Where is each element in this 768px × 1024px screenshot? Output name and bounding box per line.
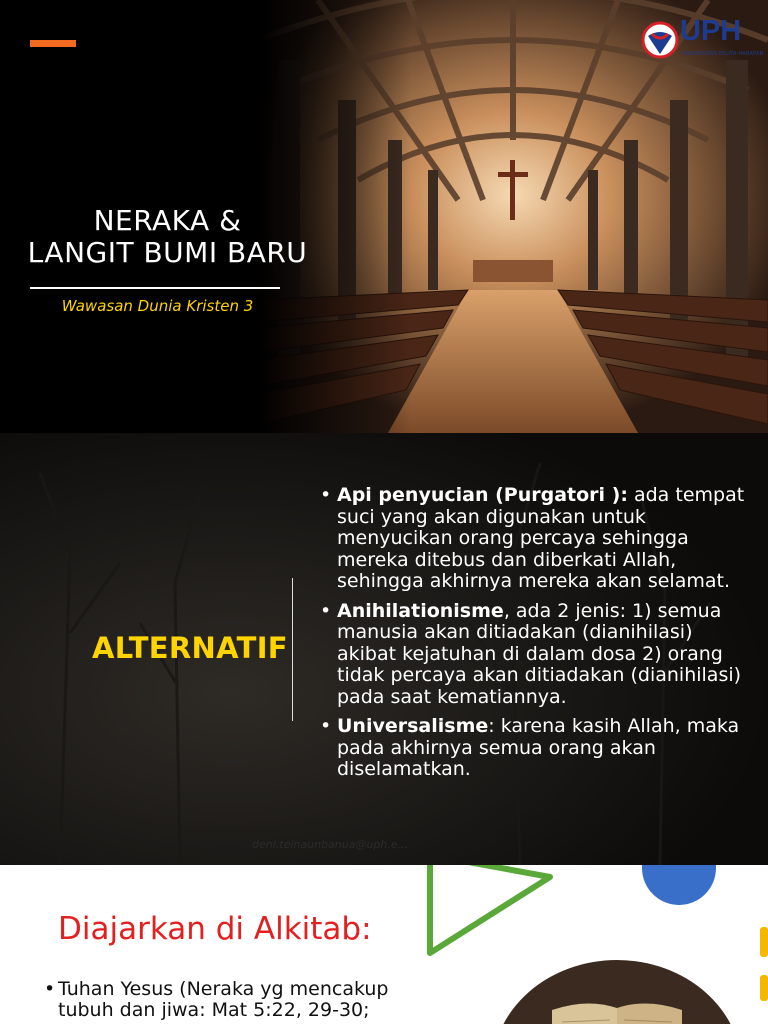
watermark-text: deni.teinaunbanua@uph.e... [252,838,409,851]
list-item: • Tuhan Yesus (Neraka yg mencakup tubuh dan jiwa: Mat 5:22, 29-30; [44,978,389,1021]
bullet-text: Tuhan Yesus (Neraka yg mencakup tubuh dan jiwa: Mat 5:22, 29-30; [58,978,389,1021]
alternatives-slide [0,433,768,865]
logo-wordmark: UPH [680,15,742,47]
bible-heading: Diajarkan di Alkitab: [58,911,372,947]
vertical-divider [292,578,293,721]
bullet-text: : karena kasih Allah, maka pada akhirnya semua orang akan diselamatkan. [337,715,740,780]
title-line-1: NERAKA & [93,204,242,237]
list-item: • Anihilationisme, ada 2 jenis: 1) semua manusia akan ditiadakan (dianihilasi) akibat kejatuhan di dalam dosa 2) orang tidak percaya akan ditiadakan (dianihilasi) pada saat kematiannya. [320,599,742,708]
bible-teaching-slide [0,865,768,1024]
yellow-dash-shape [760,975,768,1001]
title-divider [30,287,280,289]
bullet-term: Universalisme [337,715,489,737]
title-slide [0,0,768,433]
bullet-term: Api penyucian (Purgatori ): [337,484,628,506]
open-bible-image [492,950,742,1024]
bullet-text: ada tempat suci yang akan digunakan untuk menyucikan orang percaya sehingga mereka ditebus dan diberkati Allah, sehingga akhirnya mereka akan selamat. [337,484,745,592]
list-item: • Universalisme: karena kasih Allah, maka pada akhirnya semua orang akan diselamatkan. [320,715,740,780]
bullet-text: , ada 2 jenis: 1) semua manusia akan ditiadakan (dianihilasi) akibat kejatuhan di dalam dosa 2) orang tidak percaya akan ditiadakan (dianihilasi) pada saat kematiannya. [337,599,742,708]
yellow-dash-shape [760,927,768,957]
teaching-list [44,979,424,1021]
logo-subtext: UNIVERSITAS PELITA HARAPAN [682,51,764,57]
alternatives-list [318,485,748,789]
list-item: • Api penyucian (Purgatori ): ada tempat suci yang akan digunakan untuk menyucikan orang percaya sehingga mereka ditebus dan diberkati Allah, sehingga akhirnya mereka akan selamat. [320,484,745,592]
accent-bar [30,40,76,47]
bullet-term: Anihilationisme [337,599,504,622]
title-line-2: LANGIT BUMI BARU [27,236,308,269]
alternatives-heading: ALTERNATIF [92,631,288,665]
slide-subtitle: Wawasan Dunia Kristen 3 [61,297,254,315]
blue-circle-shape [642,865,716,905]
slide-title [0,205,335,269]
